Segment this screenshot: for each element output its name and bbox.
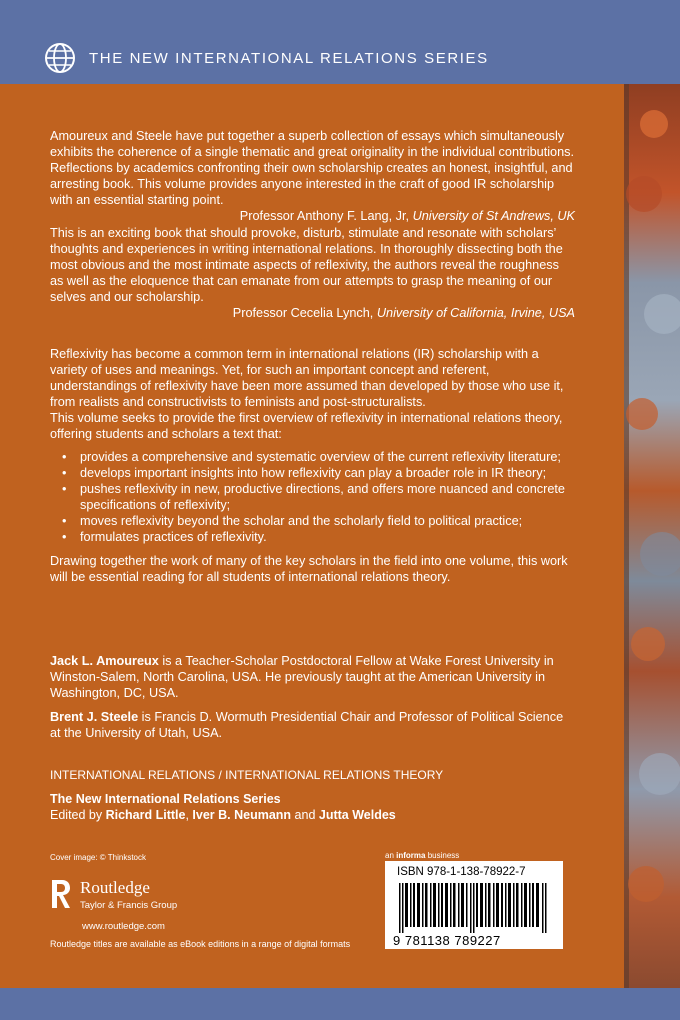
informa-business-label xyxy=(385,851,459,860)
series-header-bar xyxy=(0,0,680,84)
series-editors xyxy=(50,808,396,822)
author-bio-text: is a Teacher-Scholar Postdoctoral Fellow at Wake Forest University in Winston-Salem, North Carolina, USA. He previously taught at the American University in Washington, DC, USA. xyxy=(50,654,554,700)
review-attribution xyxy=(50,306,575,322)
author-bio-text: is Francis D. Wormuth Presidential Chair and Professor of Political Science at the University of Utah, USA. xyxy=(50,709,564,740)
routledge-r-logo xyxy=(50,878,72,910)
list-item: • moves reflexivity beyond the scholar and the scholarly field to political practice; xyxy=(50,514,575,530)
author-name: Jack L. Amoureux xyxy=(50,654,159,668)
barcode-number: 9 781138 789227 xyxy=(393,933,501,948)
description-lead: This volume seeks to provide the first overview of reflexivity in international relations theory, offering students and scholars a text that: xyxy=(50,410,563,441)
ebook-note: Routledge titles are available as eBook editions in a range of digital formats xyxy=(50,939,351,949)
description-closing: Drawing together the work of many of the key scholars in the field into one volume, this work will be essential reading for all students of international relations theory. xyxy=(50,553,568,584)
cover-photo-strip xyxy=(624,84,680,988)
editor-name: Jutta Weldes xyxy=(318,808,396,822)
author-bios xyxy=(50,654,575,742)
editor-name: Iver B. Neumann xyxy=(192,808,292,822)
globe-icon xyxy=(44,42,76,74)
editor-separator: , xyxy=(185,808,193,822)
description-intro: Reflexivity has become a common term in international relations (IR) scholarship with a variety of uses and meanings. Yet, for such an important concept and referent, understandings of reflexivity have been more assumed than developed by those who use it, from realists and constructivists to feminists and post-structuralists. xyxy=(50,347,564,409)
book-description xyxy=(50,347,575,586)
cover-image-credit: Cover image: © Thinkstock xyxy=(50,853,147,862)
list-item: • provides a comprehensive and systematic overview of the current reflexivity literature; xyxy=(50,450,575,466)
isbn-label: ISBN 978-1-138-78922-7 xyxy=(397,866,526,878)
reviewer-affiliation: University of St Andrews, UK xyxy=(412,208,575,223)
publisher-group: Taylor & Francis Group xyxy=(80,900,178,911)
footer-bar xyxy=(0,988,680,1020)
subject-category: INTERNATIONAL RELATIONS / INTERNATIONAL RELATIONS THEORY xyxy=(50,768,444,782)
review-quote-text: This is an exciting book that should provoke, disturb, stimulate and resonate with scholars’ thoughts and experiences in writing international relations. In thoroughly dissecting both the most obvious and the most intimate aspects of reflexivity, the authors reveal the roughness as well as the eloquence that can emanate from our attempts to grasp the meaning of our selves and our scholarship. xyxy=(50,226,563,304)
author-bio-1 xyxy=(50,654,575,702)
informa-suffix: business xyxy=(425,851,460,860)
list-item: • develops important insights into how reflexivity can play a broader role in IR theory; xyxy=(50,466,575,482)
list-item: • pushes reflexivity in new, productive directions, and offers more nuanced and concrete specifications of reflexivity; xyxy=(50,482,575,514)
review-quote-1 xyxy=(50,129,575,224)
author-name: Brent J. Steele xyxy=(50,709,139,724)
publisher-website: www.routledge.com xyxy=(82,921,165,932)
editor-name: Richard Little xyxy=(105,808,186,822)
isbn-barcode-box xyxy=(385,861,563,949)
reviewer-name: Professor Anthony F. Lang, Jr, xyxy=(239,208,410,223)
informa-brand: informa xyxy=(396,851,426,860)
series-name: The New International Relations Series xyxy=(50,792,281,806)
series-title: THE NEW INTERNATIONAL RELATIONS SERIES xyxy=(89,50,489,67)
barcode xyxy=(399,883,549,933)
review-quote-2 xyxy=(50,226,575,321)
feature-list xyxy=(50,450,575,545)
reviewer-name: Professor Cecelia Lynch, xyxy=(232,305,374,320)
list-item: • formulates practices of reflexivity. xyxy=(50,530,575,546)
informa-prefix: an xyxy=(385,851,397,860)
review-attribution xyxy=(50,209,575,225)
reviewer-affiliation: University of California, Irvine, USA xyxy=(376,305,575,320)
review-quote-text: Amoureux and Steele have put together a superb collection of essays which simultaneously exhibits the coherence of a single thematic and great originality in the individual contributions. Reflections by academics confronting their own scholarship creates an honest, insightful, and arresting book. This volume provides anyone interested in the craft of good IR scholarship with an essential starting point. xyxy=(50,129,575,207)
edited-by-label: Edited by xyxy=(50,808,106,822)
author-bio-2 xyxy=(50,710,575,742)
editor-separator: and xyxy=(291,808,319,822)
publisher-name: Routledge xyxy=(80,878,150,897)
